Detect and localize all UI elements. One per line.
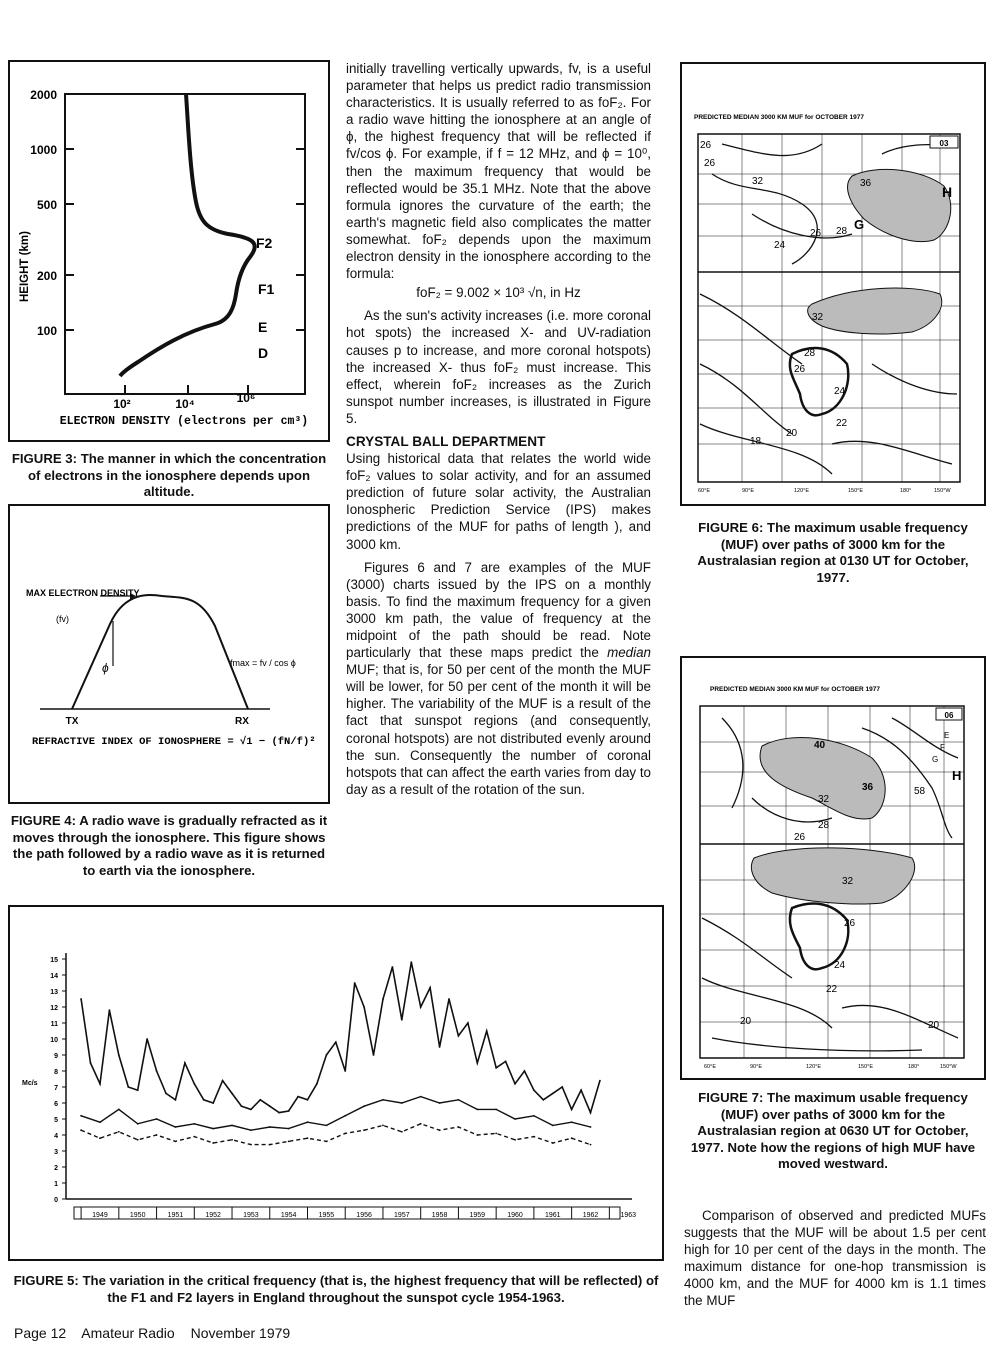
fig5-point-solid-upper [524, 1070, 526, 1072]
fig5-point-solid-lower [401, 1102, 403, 1104]
fig5-point-solid-lower [552, 1125, 554, 1127]
muf-text-a: Figures 6 and 7 are examples of the MUF (3000) charts issued by the IPS on a monthly basis. To find the maximum frequency for a given 3000 km path, the value of frequency at the midpoint of the path should be read. Note particularly that these maps predict the [346, 559, 651, 661]
article-column-middle [346, 60, 651, 798]
fig7-lon-180: 180° [908, 1064, 920, 1070]
fig4-fmax-label: fmax = fv / cos ϕ [230, 658, 296, 668]
fig5-ytick-label: 4 [54, 1133, 58, 1140]
fig6-contour-6: G [854, 217, 865, 232]
fig6-contour-7: H [942, 184, 953, 200]
figure-4 [8, 504, 330, 804]
article-column-right [684, 1207, 986, 1310]
fig5-point-solid-upper [363, 1006, 365, 1008]
fig3-ytick-100: 100 [36, 324, 57, 338]
page-footer [14, 1325, 302, 1341]
fig5-point-solid-upper [316, 1083, 318, 1085]
fig5-series-dashed [81, 1124, 590, 1145]
fig5-point-solid-upper [410, 961, 412, 963]
fig5-point-solid-upper [429, 987, 431, 989]
fig5-point-solid-upper [108, 1009, 110, 1011]
fig7-lon-150w: 150°W [940, 1064, 957, 1070]
fig5-point-dashed [590, 1144, 592, 1146]
fig5-point-dashed [99, 1137, 101, 1139]
fig5-ytick-label: 9 [54, 1053, 58, 1060]
fig5-point-solid-upper [354, 982, 356, 984]
paragraph-comparison: Comparison of observed and predicted MUFs suggests that the MUF will be about 1.5 per cent high for 10 per cent of the days in the month. The maximum distance for one-hop transmission is 4000 km, and the MUF for 4000 km is 1.1 times the MUF [684, 1208, 986, 1309]
fig6-contour-4: 36 [860, 178, 872, 189]
fig3-layer-d: D [258, 345, 269, 361]
fig5-xtick-label: 1958 [431, 1212, 448, 1219]
fig5-point-solid-upper [325, 1054, 327, 1056]
fig3-xtick-1e4: 10⁴ [175, 397, 195, 411]
fig4-peak-label: MAX ELECTRON DENSITY [26, 588, 140, 598]
fig4-fv-label: (fv) [56, 614, 69, 624]
fig5-point-solid-lower [495, 1109, 497, 1111]
fig5-xtick-label: 1963 [620, 1212, 637, 1219]
fig5-point-solid-lower [533, 1115, 535, 1117]
fig5-point-solid-lower [439, 1102, 441, 1104]
fig5-point-solid-upper [486, 1030, 488, 1032]
fig5-point-solid-lower [590, 1126, 592, 1128]
fig4-rx-label: RX [235, 716, 249, 727]
fig5-ytick-label: 8 [54, 1069, 58, 1076]
fig5-point-solid-lower [231, 1125, 233, 1127]
paragraph-sun-activity: As the sun's activity increases (i.e. more coronal hot spots) the increased X- and UV-radiation causes p to increase, and more coronal hotspots) the increased X- thus foF₂ must increase. This effect, wherein foF₂ increases as the Zurich sunspot number increases, is illustrated in Figure 5. [346, 308, 651, 426]
fig3-xlabel: ELECTRON DENSITY (electrons per cm³) [59, 415, 309, 428]
fig5-point-dashed [495, 1133, 497, 1135]
fig5-xtick-label: 1952 [205, 1212, 221, 1219]
fig7-contour-16: 58 [914, 786, 926, 797]
fig5-ytick-label: 13 [50, 989, 58, 996]
fig5-point-solid-upper [231, 1093, 233, 1095]
fig3-density-curve [120, 94, 255, 376]
fig7-contour-6: 32 [842, 876, 854, 887]
muf-text-median: median [607, 645, 651, 661]
fig5-point-solid-lower [420, 1096, 422, 1098]
fig5-point-dashed [118, 1131, 120, 1133]
fig5-point-dashed [476, 1134, 478, 1136]
fig7-contour-9: 20 [740, 1016, 752, 1027]
figure-4-diagram [10, 506, 328, 802]
fig5-point-solid-upper [127, 1086, 129, 1088]
fig5-ylabel: Mc/s [22, 1080, 38, 1087]
figure-3-caption: FIGURE 3: The manner in which the concentration of electrons in the ionosphere depends upon altitude. [11, 451, 327, 499]
fig6-contour-13: 24 [834, 386, 846, 397]
fig5-point-solid-lower [118, 1109, 120, 1111]
fig5-xtick-label: 1959 [469, 1212, 486, 1219]
fig5-point-dashed [363, 1129, 365, 1131]
fig5-point-solid-upper [580, 1089, 582, 1091]
figure-6 [680, 62, 986, 506]
fig5-point-solid-upper [401, 1019, 403, 1021]
fig3-ytick-200: 200 [36, 269, 57, 283]
fig7-lon-60e: 60°E [704, 1064, 716, 1070]
fig5-xtick-label: 1951 [167, 1212, 184, 1219]
paragraph-muf-charts [346, 559, 651, 798]
fig5-point-dashed [137, 1139, 139, 1141]
fig5-ytick-label: 11 [50, 1021, 58, 1028]
fig5-point-solid-upper [90, 1062, 92, 1064]
fig5-point-dashed [288, 1141, 290, 1143]
fig5-point-solid-upper [222, 1080, 224, 1082]
fig6-contour-3: 32 [752, 176, 764, 187]
fig5-ytick-label: 10 [50, 1037, 58, 1044]
figure-4-caption: FIGURE 4: A radio wave is gradually refracted as it moves through the ionosphere. This figure shows the path followed by a radio wave as it is returned to earth via the ionosphere. [10, 813, 328, 878]
fig6-contour-1: 26 [700, 140, 712, 151]
fig3-layer-e: E [258, 319, 268, 335]
fig5-point-dashed [439, 1129, 441, 1131]
fof2-formula: foF₂ = 9.002 × 10³ √n, in Hz [416, 285, 581, 301]
fig5-point-dashed [231, 1139, 233, 1141]
fig5-point-solid-upper [184, 1062, 186, 1064]
fig5-point-dashed [571, 1137, 573, 1139]
fig5-point-solid-upper [590, 1112, 592, 1114]
fig5-point-solid-upper [165, 1093, 167, 1095]
fig5-point-solid-lower [212, 1128, 214, 1130]
fig5-point-solid-upper [571, 1109, 573, 1111]
footer-magazine: Amateur Radio [81, 1325, 175, 1341]
fig5-point-solid-upper [373, 1054, 375, 1056]
fig5-point-solid-upper [212, 1102, 214, 1104]
fig5-year-band [74, 1207, 620, 1219]
fig7-contour-14: F [940, 743, 945, 752]
fig7-code: 06 [944, 711, 954, 720]
fig6-lon-180: 180° [900, 488, 912, 494]
figure-5-caption: FIGURE 5: The variation in the critical frequency (that is, the highest frequency that will be reflected) of the F1 and F2 layers in England throughout the sunspot cycle 1954-1963. [13, 1273, 659, 1305]
fig5-point-solid-upper [278, 1112, 280, 1114]
fig5-point-solid-upper [193, 1083, 195, 1085]
fig5-point-dashed [344, 1133, 346, 1135]
fig7-contour-15: E [944, 731, 950, 740]
fig5-point-solid-upper [250, 1109, 252, 1111]
fig5-point-solid-upper [458, 1035, 460, 1037]
fig7-header: PREDICTED MEDIAN 3000 KM MUF for OCTOBER 1977 [710, 686, 880, 693]
fig5-ytick-label: 3 [54, 1149, 58, 1156]
fig3-ytick-500: 500 [36, 198, 57, 212]
fig5-point-solid-upper [99, 1083, 101, 1085]
figure-7 [680, 656, 986, 1080]
footer-page: Page 12 [14, 1325, 67, 1341]
figure-6-map [682, 64, 984, 504]
fig5-point-dashed [250, 1144, 252, 1146]
fig5-point-dashed [156, 1134, 158, 1136]
fig5-point-solid-lower [269, 1126, 271, 1128]
fig7-lon-120e: 120°E [806, 1064, 822, 1070]
fig5-point-dashed [325, 1141, 327, 1143]
footer-date: November 1979 [190, 1325, 291, 1341]
fig5-point-dashed [420, 1123, 422, 1125]
fig6-code: 03 [939, 139, 949, 148]
fig6-contour-2: 26 [704, 158, 716, 169]
fig7-contour-7: 26 [844, 918, 856, 929]
fig4-phi-label: ϕ [102, 661, 109, 675]
fig5-point-solid-lower [307, 1121, 309, 1123]
fig5-point-dashed [80, 1129, 82, 1131]
fig5-xtick-label: 1949 [92, 1212, 108, 1219]
fig6-contour-10: 32 [812, 312, 824, 323]
fig5-xtick-label: 1957 [394, 1212, 410, 1219]
fig5-point-solid-upper [297, 1096, 299, 1098]
fig7-contour-8: 22 [826, 984, 838, 995]
figure-3-graph [10, 62, 328, 440]
fig6-contour-11: 28 [804, 348, 816, 359]
fig6-contour-9: 24 [774, 240, 786, 251]
fig5-point-solid-lower [458, 1099, 460, 1101]
fig5-xtick-label: 1961 [544, 1212, 561, 1219]
fig5-xtick-label: 1953 [243, 1212, 259, 1219]
fig5-point-solid-upper [420, 1006, 422, 1008]
fig4-tx-label: TX [65, 716, 79, 727]
fig5-point-solid-upper [467, 1022, 469, 1024]
fig5-point-solid-upper [495, 1067, 497, 1069]
fig5-point-solid-upper [552, 1093, 554, 1095]
heading-crystal-ball: CRYSTAL BALL DEPARTMENT [346, 433, 546, 449]
fig3-ytick-1000: 1000 [30, 143, 57, 157]
fig5-point-solid-upper [80, 998, 82, 1000]
fig3-layer-f1: F1 [258, 281, 275, 297]
figure-7-caption: FIGURE 7: The maximum usable frequency (MUF) over paths of 3000 km for the Australasian region at 0630 UT for October, 1977. Note how the regions of high MUF have moved westward. [690, 1090, 976, 1171]
fig5-series-solid-lower [81, 1097, 590, 1131]
fig5-point-dashed [552, 1142, 554, 1144]
fig5-point-solid-lower [571, 1121, 573, 1123]
fig6-lon-150e: 150°E [848, 488, 864, 494]
fig5-point-solid-lower [325, 1125, 327, 1127]
fig5-point-solid-upper [439, 1046, 441, 1048]
fig5-point-dashed [193, 1136, 195, 1138]
fig3-layer-f2: F2 [256, 235, 273, 251]
fig5-ytick-label: 2 [54, 1165, 58, 1172]
fig5-point-solid-upper [542, 1099, 544, 1101]
fig5-point-solid-upper [391, 966, 393, 968]
fig5-point-solid-lower [156, 1118, 158, 1120]
fig6-contour-16: 18 [750, 436, 762, 447]
fig5-ytick-label: 12 [50, 1005, 58, 1012]
fig7-contour-13: G [932, 755, 939, 764]
fig5-xtick-label: 1955 [318, 1212, 335, 1219]
fig5-ytick-label: 15 [50, 957, 58, 964]
fig5-point-dashed [458, 1126, 460, 1128]
fig5-xtick-label: 1962 [582, 1212, 599, 1219]
fig3-xtick-1e2: 10² [113, 397, 131, 411]
fig7-contour-5: 36 [862, 782, 874, 793]
fig6-contour-15: 20 [786, 428, 798, 439]
fig6-header: PREDICTED MEDIAN 3000 KM MUF for OCTOBER 1977 [694, 114, 864, 121]
fig5-ytick-label: 0 [54, 1197, 58, 1204]
fig5-point-dashed [533, 1136, 535, 1138]
fig5-point-solid-upper [382, 998, 384, 1000]
fig6-contour-14: 22 [836, 418, 848, 429]
fig6-contour-8: 26 [810, 228, 822, 239]
fig5-point-solid-upper [335, 1041, 337, 1043]
fig5-series-solid-upper [81, 962, 600, 1112]
fig5-point-solid-upper [118, 1054, 120, 1056]
fig5-xtick-label: 1956 [356, 1212, 372, 1219]
fig5-point-solid-upper [344, 1070, 346, 1072]
fig4-refractive-label: REFRACTIVE INDEX OF IONOSPHERE = √1 − (fN/f)² [32, 736, 316, 748]
fig5-point-dashed [514, 1139, 516, 1141]
fig5-point-dashed [269, 1144, 271, 1146]
fig7-contour-10: 20 [928, 1020, 940, 1031]
fig5-point-solid-upper [146, 1038, 148, 1040]
fig5-point-solid-upper [288, 1110, 290, 1112]
fig5-point-solid-lower [382, 1099, 384, 1101]
figure-3 [8, 60, 330, 442]
fig4-wave-path [72, 595, 248, 709]
figure-6-caption: FIGURE 6: The maximum usable frequency (MUF) over paths of 3000 km for the Australasian region at 0130 UT for October, 1977. [697, 520, 969, 585]
fig5-ytick-label: 5 [54, 1117, 58, 1124]
paragraph-ips: Using historical data that relates the world wide foF₂ values to solar activity, and for an assumed prediction of future solar activity, the Australian Ionospheric Prediction Service (IPS) makes predictions of the MUF for paths of length ), and 3000 km. [346, 451, 651, 552]
fig7-lon-90e: 90°E [750, 1064, 762, 1070]
figure-7-map [682, 658, 984, 1078]
fig7-lon-150e: 150°E [858, 1064, 874, 1070]
fig5-xtick-label: 1960 [507, 1212, 523, 1219]
fig7-contour-2: 32 [818, 794, 830, 805]
fig6-lon-120e: 120°E [794, 488, 810, 494]
fig6-lon-90e: 90°E [742, 488, 754, 494]
fig5-point-solid-lower [344, 1115, 346, 1117]
fig5-xtick-label: 1950 [129, 1212, 146, 1219]
fig5-point-solid-upper [448, 998, 450, 1000]
fig3-ytick-2000: 2000 [30, 88, 57, 102]
fig5-xtick-label: 1954 [280, 1212, 297, 1219]
fig5-point-solid-upper [259, 1099, 261, 1101]
muf-text-b: MUF; that is, for 50 per cent of the month the MUF will be lower, for 50 per cent of the month it will be higher. The variability of the MUF is a result of the fact that sunspot regions (and consequently, coronal hotspots) are not distributed evenly around the sun. Consequently the number of coronal hotspots that can affect the earth varies from day to day as a result of the rotation of the sun. [346, 662, 651, 797]
fig5-point-solid-upper [156, 1070, 158, 1072]
fig5-point-solid-upper [533, 1089, 535, 1091]
fig3-xtick-1e6: 10⁶ [236, 391, 256, 405]
fig5-point-solid-upper [505, 1061, 507, 1063]
fig5-ytick-label: 6 [54, 1101, 58, 1108]
fig5-point-solid-lower [137, 1123, 139, 1125]
fig5-point-dashed [382, 1125, 384, 1127]
fig3-ylabel: HEIGHT (km) [19, 231, 31, 302]
fig7-contour-4: 28 [818, 820, 830, 831]
fig5-point-solid-upper [476, 1062, 478, 1064]
fig5-point-solid-lower [175, 1126, 177, 1128]
fig5-point-solid-lower [193, 1123, 195, 1125]
figure-5-chart [10, 907, 662, 1259]
fig6-lon-60e: 60°E [698, 488, 710, 494]
fig7-contour-3: 26 [794, 832, 806, 843]
fig5-point-solid-upper [137, 1089, 139, 1091]
fig7-contour-12: H [952, 768, 962, 783]
fig6-lon-150w: 150°W [934, 488, 951, 494]
fig5-point-solid-upper [175, 1099, 177, 1101]
fig5-point-solid-upper [269, 1105, 271, 1107]
fig5-point-solid-upper [307, 1099, 309, 1101]
fig5-point-solid-lower [363, 1105, 365, 1107]
fig5-point-solid-lower [514, 1118, 516, 1120]
fig5-point-dashed [175, 1141, 177, 1143]
fig5-point-solid-lower [80, 1115, 82, 1117]
fig5-point-solid-lower [476, 1109, 478, 1111]
fig5-point-solid-upper [599, 1080, 601, 1082]
fig5-ytick-label: 1 [54, 1181, 58, 1188]
figure-5 [8, 905, 664, 1261]
fig5-ytick-label: 14 [50, 973, 58, 980]
fig7-contour-11: 24 [834, 960, 846, 971]
fig5-point-solid-upper [203, 1099, 205, 1101]
fig5-point-dashed [401, 1131, 403, 1133]
fig5-point-solid-lower [288, 1128, 290, 1130]
fig5-point-solid-lower [250, 1129, 252, 1131]
fig5-point-dashed [212, 1142, 214, 1144]
fig5-point-solid-upper [561, 1086, 563, 1088]
paragraph-fv: initially travelling vertically upwards, fv, is a useful parameter that helps us predict radio transmission characteristics. It is usually referred to as foF₂. For a radio wave hitting the ionosphere at an angle of ϕ, the highest frequency that will be reflected if fv/cos ϕ. For example, if f = 12 MHz, and ϕ = 10⁰, then the maximum frequency that would be reflected would be 35.1 MHz. Note that the above formula ignores the curvature of the earth; the earth's magnetic field also complicates the matter somewhat. foF₂ depends upon the maximum electron density in the ionosphere according to the formula: [346, 61, 651, 282]
fig5-point-solid-upper [514, 1083, 516, 1085]
fig6-contour-12: 26 [794, 364, 806, 375]
fig5-point-dashed [307, 1137, 309, 1139]
fig7-contour-1: 40 [814, 740, 826, 751]
fig5-ytick-label: 7 [54, 1085, 58, 1092]
fig6-contour-5: 28 [836, 226, 848, 237]
fig5-point-solid-upper [241, 1105, 243, 1107]
fig5-point-solid-lower [99, 1121, 101, 1123]
